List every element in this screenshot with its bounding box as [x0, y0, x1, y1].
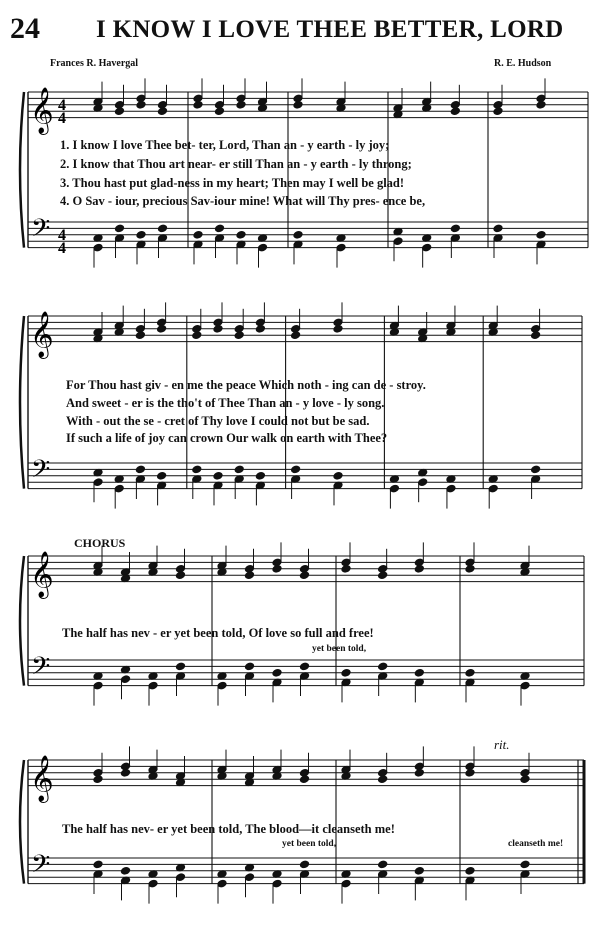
- note-head: [291, 465, 301, 474]
- note-head: [536, 231, 546, 240]
- note-head: [450, 224, 460, 233]
- note-head: [245, 873, 255, 882]
- note-head: [215, 107, 225, 116]
- note-head: [234, 331, 244, 340]
- note-head: [217, 879, 227, 888]
- note-head: [300, 860, 310, 869]
- note-head: [121, 769, 131, 778]
- note-head: [414, 669, 424, 678]
- verse-3-line-1: 3. Thou hast put glad-ness in my heart; Then may I well be glad!: [60, 176, 405, 190]
- hymn-title: I KNOW I LOVE THEE BETTER, LORD: [96, 16, 564, 43]
- note-head: [536, 101, 546, 110]
- note-head: [157, 472, 167, 481]
- time-signature-bottom: 4: [58, 110, 66, 127]
- note-head: [378, 571, 388, 580]
- note-head: [135, 331, 145, 340]
- note-head: [493, 224, 503, 233]
- note-head: [245, 571, 255, 580]
- chorus-echo-3: cleanseth me!: [508, 839, 564, 849]
- hymn-number: 24: [10, 12, 40, 45]
- note-head: [176, 571, 186, 580]
- note-head: [217, 681, 227, 690]
- note-head: [272, 879, 282, 888]
- verse-3-line-2: With - out the se - cret of Thy love I could not but be sad.: [66, 414, 370, 428]
- note-head: [520, 860, 530, 869]
- note-head: [465, 867, 475, 876]
- note-head: [157, 325, 167, 334]
- time-signature-top: 4: [58, 97, 66, 114]
- note-head: [114, 484, 124, 493]
- note-head: [176, 873, 186, 882]
- note-head: [176, 662, 186, 671]
- chorus-label: CHORUS: [74, 536, 126, 550]
- note-head: [192, 465, 202, 474]
- bass-clef-icon: 𝄢: [31, 652, 51, 688]
- note-head: [333, 472, 343, 481]
- note-head: [414, 565, 424, 574]
- note-head: [245, 662, 255, 671]
- note-head: [488, 484, 498, 493]
- note-head: [520, 681, 530, 690]
- treble-clef-icon: 𝄞: [30, 87, 54, 134]
- bass-clef-icon: 𝄢: [31, 214, 51, 250]
- note-head: [158, 107, 168, 116]
- note-head: [258, 243, 268, 252]
- note-head: [341, 879, 351, 888]
- note-head: [93, 775, 103, 784]
- note-head: [336, 243, 346, 252]
- bass-clef-icon: 𝄢: [31, 850, 51, 886]
- note-head: [93, 860, 103, 869]
- note-head: [115, 107, 125, 116]
- note-head: [300, 775, 310, 784]
- note-head: [341, 669, 351, 678]
- note-head: [531, 465, 541, 474]
- note-head: [234, 465, 244, 474]
- note-head: [393, 237, 403, 246]
- note-head: [121, 675, 131, 684]
- note-head: [148, 879, 158, 888]
- note-head: [115, 224, 125, 233]
- brace: [20, 760, 24, 884]
- note-head: [193, 231, 203, 240]
- note-head: [341, 565, 351, 574]
- time-signature-top-bass: 4: [58, 227, 66, 244]
- note-head: [293, 101, 303, 110]
- note-head: [450, 107, 460, 116]
- note-head: [493, 107, 503, 116]
- note-head: [213, 325, 223, 334]
- note-head: [136, 231, 146, 240]
- note-head: [148, 681, 158, 690]
- lyricist-credit: Frances R. Havergal: [50, 58, 139, 69]
- chorus-echo-2: yet been told,: [282, 839, 337, 849]
- verse-1-line-1: 1. I know I love Thee bet- ter, Lord, Than an - y earth - ly joy;: [60, 138, 390, 152]
- chorus-lyric-1: The half has nev - er yet been told, Of love so full and free!: [62, 626, 374, 640]
- note-head: [193, 101, 203, 110]
- note-head: [465, 769, 475, 778]
- note-head: [446, 484, 456, 493]
- note-head: [418, 478, 428, 487]
- note-head: [192, 331, 202, 340]
- note-head: [291, 331, 301, 340]
- note-head: [378, 860, 388, 869]
- note-head: [465, 669, 475, 678]
- brace: [20, 316, 24, 489]
- note-head: [236, 101, 246, 110]
- chorus-lyric-2: The half has nev- er yet been told, The blood—it cleanseth me!: [62, 822, 395, 836]
- note-head: [255, 472, 265, 481]
- note-head: [158, 224, 168, 233]
- bass-clef-icon: 𝄢: [31, 455, 51, 491]
- note-head: [93, 243, 103, 252]
- note-head: [255, 325, 265, 334]
- note-head: [333, 325, 343, 334]
- note-head: [414, 769, 424, 778]
- verse-4-line-2: If such a life of joy can crown Our walk on earth with Thee?: [66, 431, 388, 445]
- note-head: [272, 565, 282, 574]
- note-head: [293, 231, 303, 240]
- note-head: [136, 101, 146, 110]
- note-head: [135, 465, 145, 474]
- treble-clef-icon: 𝄞: [30, 311, 54, 358]
- note-head: [215, 224, 225, 233]
- note-head: [300, 571, 310, 580]
- note-head: [272, 669, 282, 678]
- verse-1-line-2: For Thou hast giv - en me the peace Which noth - ing can de - stroy.: [66, 378, 426, 392]
- note-head: [465, 565, 475, 574]
- note-head: [414, 867, 424, 876]
- treble-clef-icon: 𝄞: [30, 755, 54, 802]
- note-head: [378, 775, 388, 784]
- note-head: [93, 681, 103, 690]
- note-head: [531, 331, 541, 340]
- note-head: [389, 484, 399, 493]
- note-head: [422, 243, 432, 252]
- brace: [20, 556, 24, 686]
- chorus-echo-1: yet been told,: [312, 644, 367, 654]
- note-head: [300, 662, 310, 671]
- note-head: [213, 472, 223, 481]
- verse-2-line-2: And sweet - er is the tho't of Thee Than an - y love - ly song.: [66, 396, 385, 410]
- composer-credit: R. E. Hudson: [494, 58, 552, 69]
- note-head: [121, 867, 131, 876]
- verse-2-line-1: 2. I know that Thou art near- er still Than an - y earth - ly throng;: [60, 157, 412, 171]
- treble-clef-icon: 𝄞: [30, 551, 54, 598]
- verse-4-line-1: 4. O Sav - iour, precious Sav-iour mine! What will Thy pres- ence be,: [60, 194, 426, 208]
- note-head: [93, 478, 103, 487]
- time-signature-bottom-bass: 4: [58, 240, 66, 257]
- note-head: [236, 231, 246, 240]
- ritardando-mark: rit.: [494, 737, 510, 752]
- note-head: [520, 775, 530, 784]
- note-head: [378, 662, 388, 671]
- brace: [20, 92, 24, 248]
